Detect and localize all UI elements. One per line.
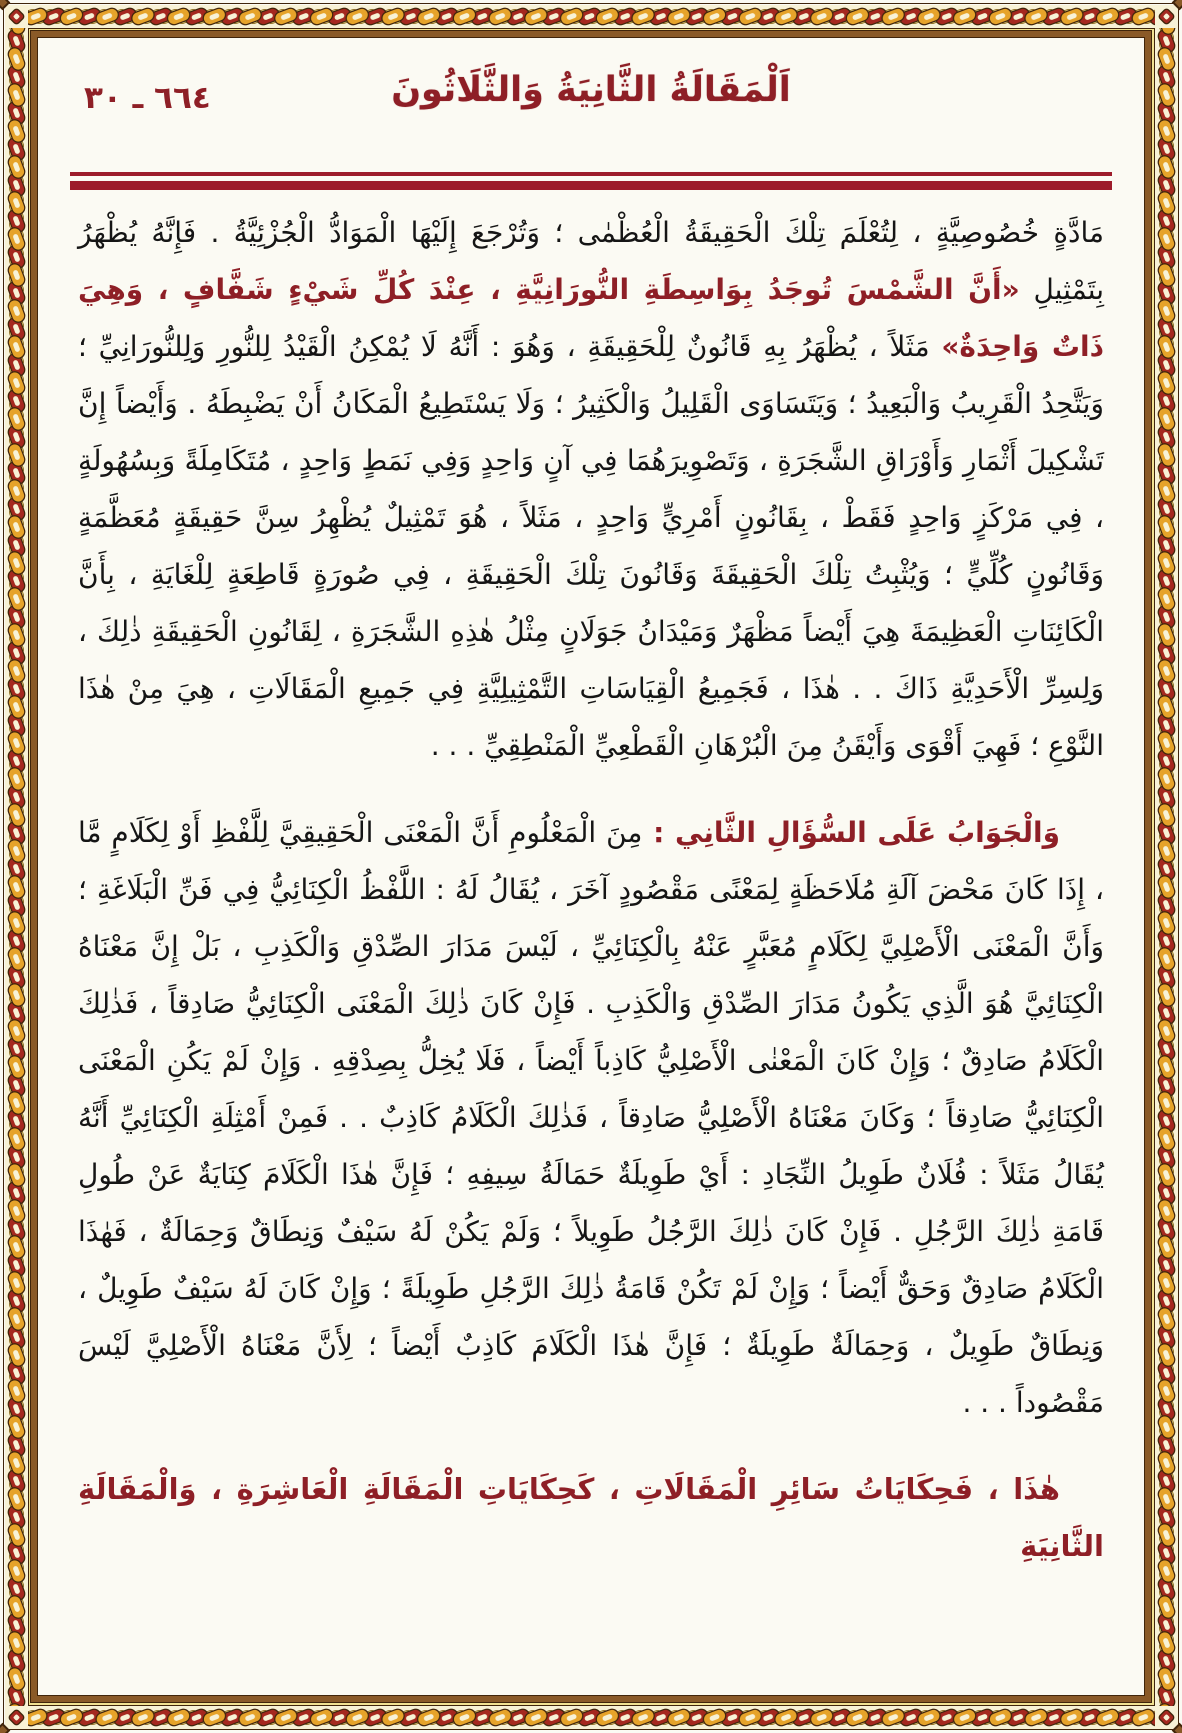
page-title: اَلْمَقَالَةُ الثَّانِيَةُ وَالثَّلَاثُونَ — [391, 70, 791, 110]
paragraph-2 — [78, 804, 1104, 1431]
answer-heading: وَالْجَوَابُ عَلَى السُّؤَالِ الثَّانِي : — [642, 816, 1060, 849]
text-segment: مَادَّةٍ خُصُوصِيَّةٍ ، لِتُعْلَمَ تِلْكَ الْحَقِيقَةُ الْعُظْمٰى ؛ وَتُرْجَعَ إِلَيْهَا الْمَوَادُّ الْجُزْئِيَّةُ . فَإِنَّهُ يُظْهَرُ بِتَمْثِيلِ — [78, 216, 1105, 306]
page-number: ٦٦٤ ـ ٣٠ — [84, 80, 211, 116]
corner-ornament-icon — [1155, 5, 1178, 28]
closing-red-line: هٰذَا ، فَحِكَايَاتُ سَائِرِ الْمَقَالَاتِ ، كَحِكَايَاتِ الْمَقَالَةِ الْعَاشِرَةِ ، وَالْمَقَالَةِ الثَّانِيَةِ — [78, 1472, 1104, 1563]
page-header — [78, 62, 1104, 158]
ornamental-border-right — [1155, 28, 1178, 1706]
ornamental-border-bottom — [5, 1706, 1178, 1729]
paragraph-1 — [78, 204, 1104, 774]
header-rule-thin — [70, 172, 1112, 176]
corner-ornament-icon — [5, 1706, 28, 1729]
header-rule — [70, 172, 1112, 190]
paragraph-3 — [78, 1461, 1104, 1575]
highlighted-quote: «أَنَّ الشَّمْسَ تُوجَدُ بِوَاسِطَةِ النُّورَانِيَّةِ ، عِنْدَ كُلِّ شَيْءٍ شَفَّافٍ ، وَهِيَ ذَاتٌ وَاحِدَةٌ» — [78, 273, 1104, 363]
corner-ornament-icon — [5, 5, 28, 28]
text-segment: مَثَلاً ، يُظْهَرُ بِهِ قَانُونٌ لِلْحَقِيقَةِ ، وَهُوَ : أَنَّهُ لَا يُمْكِنُ الْقَيْدُ لِلنُّورِ وَلِلنُّورَانِيِّ ؛ وَيَتَّحِدُ الْقَرِيبُ وَالْبَعِيدُ ؛ وَيَتَسَاوَى الْقَلِيلُ وَالْكَثِيرُ ؛ وَلَا يَسْتَطِيعُ الْمَكَانُ أَنْ يَضْبِطَهُ . وَأَيْضاً إِنَّ تَشْكِيلَ أَثْمَارِ وَأَوْرَاقِ الشَّجَرَةِ ، وَتَصْوِيرَهُمَا فِي آنٍ وَاحِدٍ وَفِي نَمَطٍ وَاحِدٍ ، مُتَكَامِلَةً وَبِسُهُولَةٍ ، فِي مَرْكَزٍ وَاحِدٍ فَقَطْ ، بِقَانُونٍ أَمْرِيٍّ وَاحِدٍ ، مَثَلاً ، هُوَ تَمْثِيلٌ يُظْهِرُ سِنَّ حَقِيقَةٍ مُعَظَّمَةٍ وَقَانُونٍ كُلِّيٍّ ؛ وَيُثْبِتُ تِلْكَ الْحَقِيقَةَ وَقَانُونَ تِلْكَ الْحَقِيقَةِ ، فِي صُورَةٍ قَاطِعَةٍ لِلْغَايَةِ ، بِأَنَّ الْكَائِنَاتِ الْعَظِيمَةَ هِيَ أَيْضاً مَظْهَرٌ وَمَيْدَانُ جَوَلَانٍ مِثْلُ هٰذِهِ الشَّجَرَةِ ، لِقَانُونِ الْحَقِيقَةِ ذٰلِكَ ، وَلِسِرِّ الْأَحَدِيَّةِ ذَاكَ . . هٰذَا ، فَجَمِيعُ الْقِيَاسَاتِ التَّمْثِيلِيَّةِ فِي جَمِيعِ الْمَقَالَاتِ ، هِيَ مِنْ هٰذَا النَّوْعِ ؛ فَهِيَ أَقْوَى وَأَيْقَنُ مِنَ الْبُرْهَانِ الْقَطْعِيِّ الْمَنْطِقِيِّ . . . — [78, 330, 1104, 762]
body-text — [78, 204, 1104, 1575]
ornamental-border-left — [5, 28, 28, 1706]
ornamental-border-top — [5, 5, 1178, 28]
header-rule-thick — [70, 181, 1112, 190]
page-content — [38, 38, 1144, 1695]
text-segment: مِنَ الْمَعْلُومِ أَنَّ الْمَعْنَى الْحَقِيقِيَّ لِلَّفْظِ أَوْ لِكَلَامٍ مَّا ، إِذَا كَانَ مَحْضَ آلَةِ مُلَاحَظَةٍ لِمَعْنًى مَقْصُودٍ آخَرَ ، يُقَالُ لَهُ : اللَّفْظُ الْكِنَائِيُّ فِي فَنِّ الْبَلَاغَةِ ؛ وَأَنَّ الْمَعْنَى الْأَصْلِيَّ لِكَلَامٍ مُعَبَّرٍ عَنْهُ بِالْكِنَائِيِّ ، لَيْسَ مَدَارَ الصِّدْقِ وَالْكَذِبِ ، بَلْ إِنَّ مَعْنَاهُ الْكِنَائِيَّ هُوَ الَّذِي يَكُونُ مَدَارَ الصِّدْقِ وَالْكَذِبِ . فَإِنْ كَانَ ذٰلِكَ الْمَعْنَى الْكِنَائِيُّ صَادِقاً ، فَذٰلِكَ الْكَلَامُ صَادِقٌ ؛ وَإِنْ كَانَ الْمَعْنٰى الْأَصْلِيُّ كَاذِباً أَيْضاً ، فَلَا يُخِلُّ بِصِدْقِهِ . وَإِنْ لَمْ يَكُنِ الْمَعْنَى الْكِنَائِيُّ صَادِقاً ؛ وَكَانَ مَعْنَاهُ الْأَصْلِيُّ صَادِقاً ، فَذٰلِكَ الْكَلَامُ كَاذِبٌ . . فَمِنْ أَمْثِلَةِ الْكِنَائِيِّ أَنَّهُ يُقَالُ مَثَلاً : فُلَانٌ طَوِيلُ النِّجَادِ : أَيْ طَوِيلَةٌ حَمَالَةُ سِيفِهِ ؛ فَإِنَّ هٰذَا الْكَلَامَ كِنَايَةٌ عَنْ طُولِ قَامَةِ ذٰلِكَ الرَّجُلِ . فَإِنْ كَانَ ذٰلِكَ الرَّجُلُ طَوِيلاً ؛ وَلَمْ يَكُنْ لَهُ سَيْفٌ وَنِطَاقٌ وَحِمَالَةٌ ، فَهٰذَا الْكَلَامُ صَادِقٌ وَحَقٌّ أَيْضاً ؛ وَإِنْ لَمْ تَكُنْ قَامَةُ ذٰلِكَ الرَّجُلِ طَوِيلَةً ؛ وَإِنْ كَانَ لَهُ سَيْفٌ طَوِيلٌ ، وَنِطَاقٌ طَوِيلٌ ، وَحِمَالَةٌ طَوِيلَةٌ ؛ فَإِنَّ هٰذَا الْكَلَامَ كَاذِبٌ أَيْضاً ؛ لِأَنَّ مَعْنَاهُ الْأَصْلِيَّ لَيْسَ مَقْصُوداً . . . — [78, 816, 1104, 1419]
corner-ornament-icon — [1155, 1706, 1178, 1729]
